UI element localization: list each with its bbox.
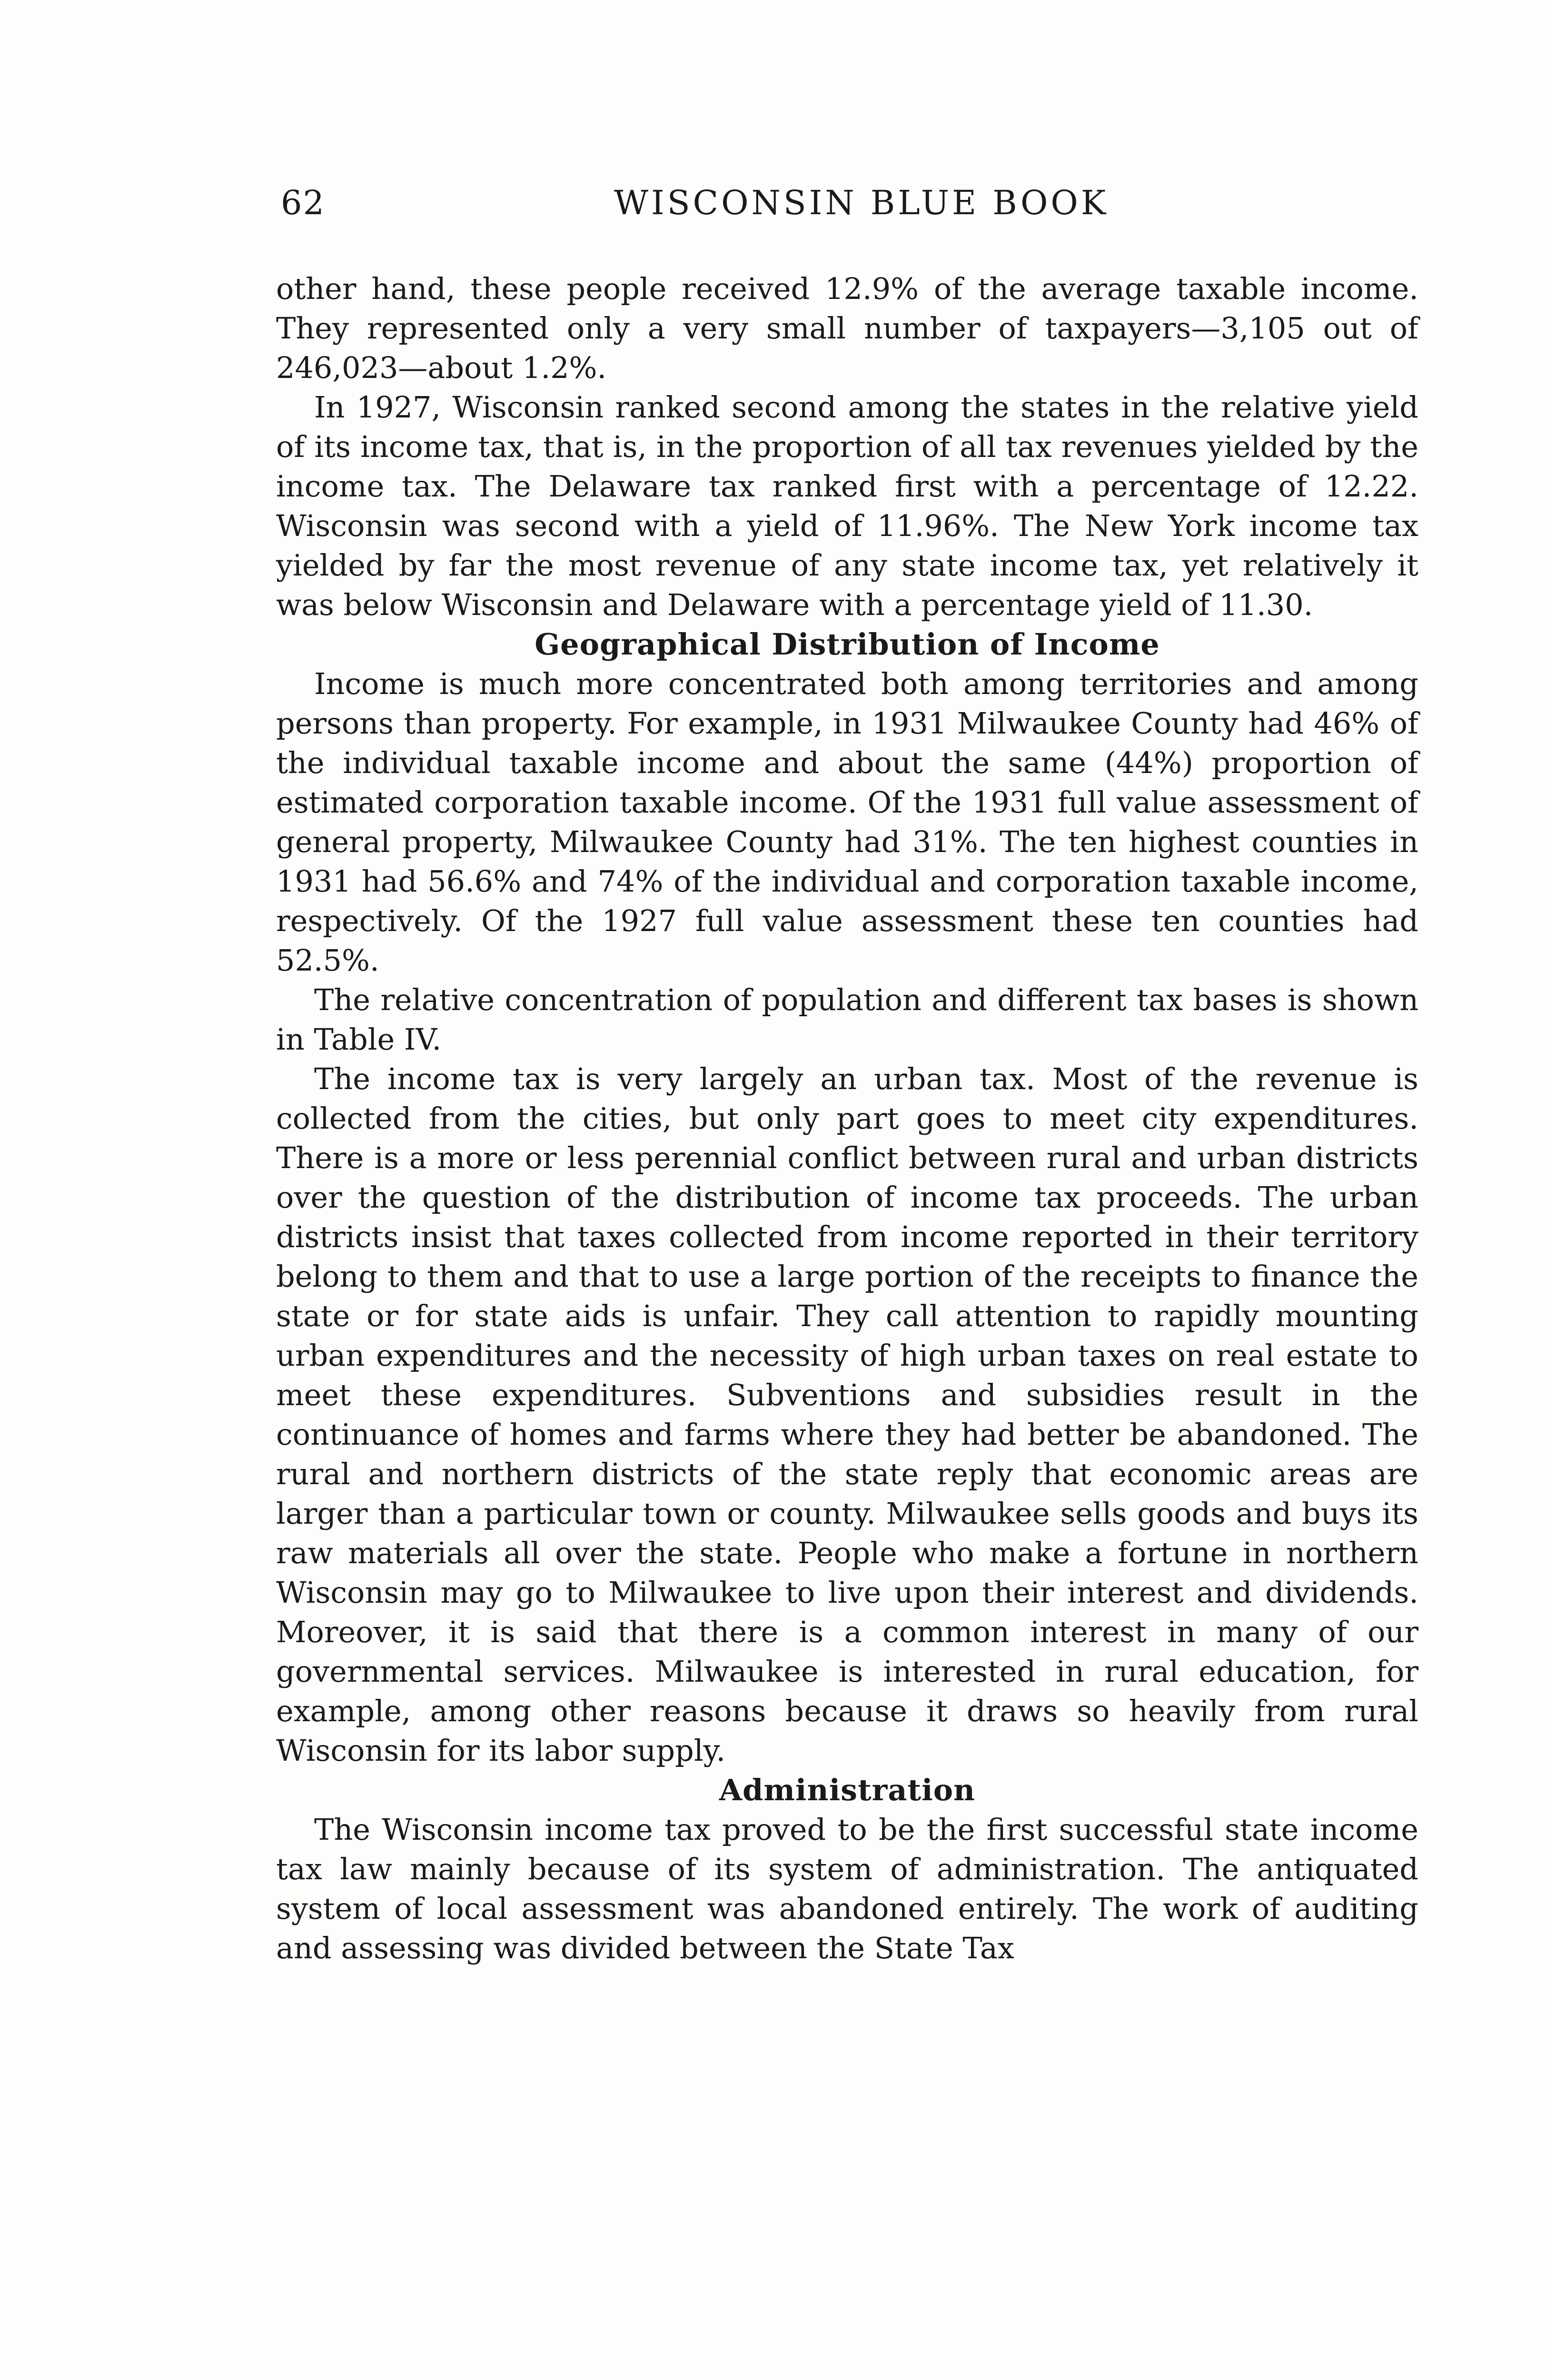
paragraph-income-concentration: Income is much more concentrated both among territories and among persons than property. For example, in 1931 Milwaukee County had 46% of the individual taxable income and about the same (44%) proportion of estimated corporation taxable income. Of the 1931 full value assessment of general property, Milwaukee County had 31%. The ten highest counties in 1931 had 56.6% and 74% of the individual and corporation taxable income, respectively. Of the 1927 full value assessment these ten counties had 52.5%. — [276, 666, 1418, 978]
page-number: 62 — [281, 183, 326, 222]
paragraph-continuation: other hand, these people received 12.9% of the average taxable income. They represented only a very small number of taxpayers—3,105 out of 246,023—about 1.2%. — [276, 271, 1418, 385]
paragraph-administration: The Wisconsin income tax proved to be the first successful state income tax law mainly because of its system of administration. The antiquated system of local assessment was abandoned entirely. The work of auditing and assessing was divided between the State Tax — [276, 1812, 1418, 1965]
paragraph-table-reference: The relative concentration of population and different tax bases is shown in Table IV. — [276, 982, 1418, 1057]
paragraph-relative-yield: In 1927, Wisconsin ranked second among the states in the relative yield of its income tax, that is, in the proportion of all tax revenues yielded by the income tax. The Delaware tax ranked first with a percentage of 12.22. Wisconsin was second with a yield of 11.96%. The New York income tax yielded by far the most revenue of any state income tax, yet relatively it was below Wisconsin and Delaware with a percentage yield of 11.30. — [276, 390, 1418, 622]
section-heading-administration: Administration — [719, 1773, 976, 1807]
running-head: WISCONSIN BLUE BOOK — [614, 183, 1109, 222]
body-text — [276, 269, 1418, 1968]
paragraph-urban-tax: The income tax is very largely an urban tax. Most of the revenue is collected from the cities, but only part goes to meet city expenditures. There is a more or less perennial conflict between rural and urban districts over the question of the distribution of income tax proceeds. The urban districts insist that taxes collected from income reported in their territory belong to them and that to use a large portion of the receipts to finance the state or for state aids is unfair. They call attention to rapidly mounting urban expenditures and the necessity of high urban taxes on real estate to meet these expenditures. Subventions and subsidies result in the continuance of homes and farms where they had better be abandoned. The rural and northern districts of the state reply that economic areas are larger than a particular town or county. Milwaukee sells goods and buys its raw materials all over the state. People who make a fortune in northern Wisconsin may go to Milwaukee to live upon their interest and dividends. Moreover, it is said that there is a common interest in many of our governmental services. Milwaukee is interested in rural education, for example, among other reasons because it draws so heavily from rural Wisconsin for its labor supply. — [276, 1061, 1418, 1768]
section-heading-geographical-distribution: Geographical Distribution of Income — [535, 627, 1160, 662]
page-header — [281, 183, 1414, 236]
